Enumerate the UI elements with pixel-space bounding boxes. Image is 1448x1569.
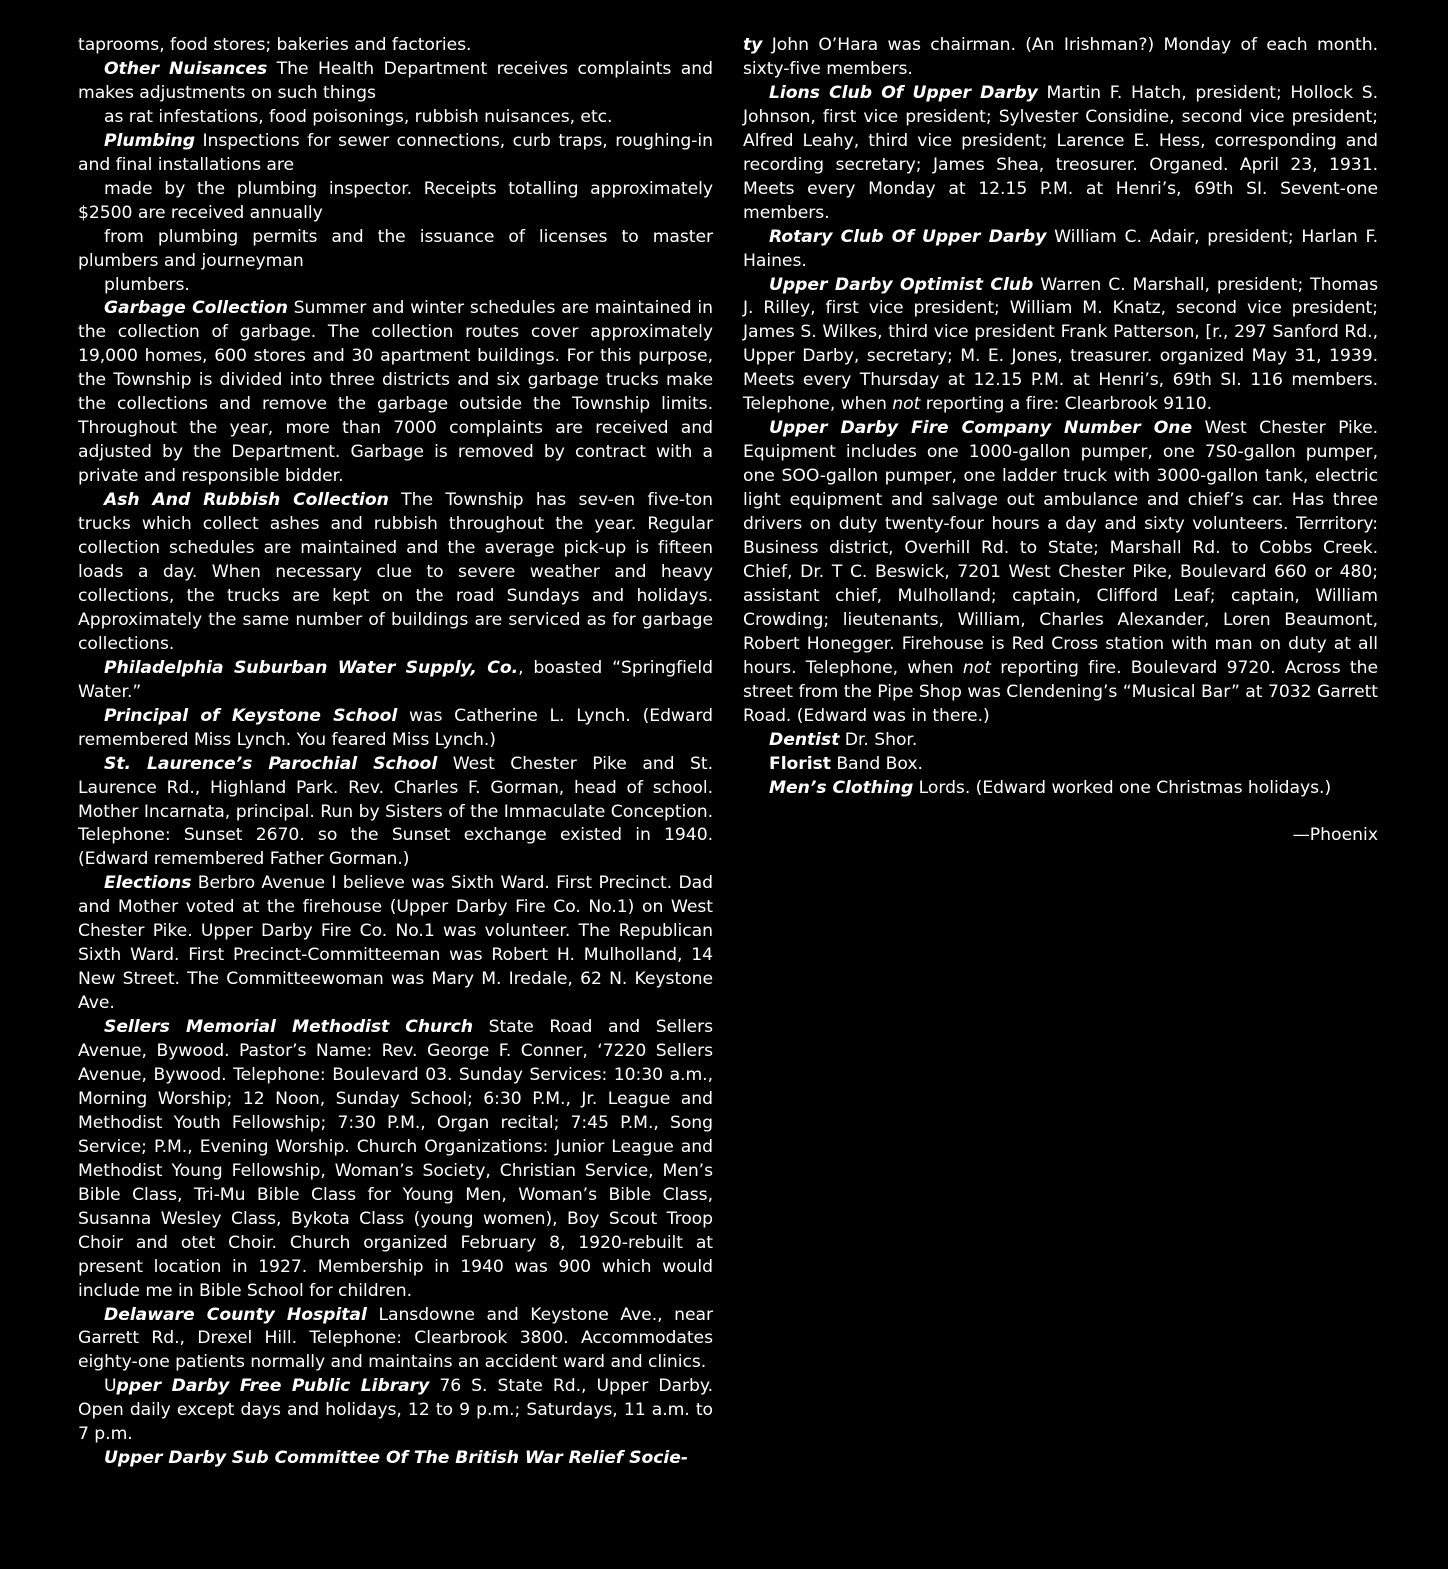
entry-term: Upper Darby Optimist Club [769,274,1034,295]
paragraph-mens-clothing [743,777,1378,801]
author-signature: —Phoenix [1292,825,1378,846]
paragraph-lions-club [743,82,1378,226]
paragraph-plumbing [78,130,713,178]
paragraph-free-public-library [78,1375,713,1447]
entry-term: Men’s Clothing [769,777,914,798]
entry-term: pper Darby Free Public Library [116,1376,430,1397]
body-text: West Chester Pike and St. Laurence Rd., Highland Park. Rev. Charles F. Gorman, head of school. Mother Incarnata, principal. Run by Sisters of the Immaculate Conception. Telephone: Sunset 2670. so the Sunset exchange existed in 1940. (Edward remembered Father Gorman.) [78,753,714,870]
paragraph-british-war-relief [78,1447,713,1471]
paragraph-garbage-collection [78,297,713,489]
body-text: West Chester Pike. Equipment includes one 1000-gallon pumper, one 7S0-gallon pumper, one SOO-gallon pumper, one ladder truck with 3000-gallon tank, electric light equipment and salvage out ambulance and chief’s car. Has three drivers on duty twenty-four hours a day and sixty volunteers. Terrritory: Business district, Overhill Rd. to State; Marshall Rd. to Cobbs Creek. Chief, Dr. T C. Beswick, 7201 West Chester Pike, Boulevard 660 or 480; assistant chief, Mulholland; captain, Clifford Leaf; captain, William Crowding; lieutenants, William, Charles Alexander, Loren Beaumont, Robert Honegger. Firehouse is Red Cross station with man on duty at all hours. Telephone, when [743,418,1379,678]
entry-term: Sellers Memorial Methodist Church [104,1017,473,1038]
paragraph-florist [743,753,1378,777]
body-text: plumbers. [104,274,190,295]
paragraph-st-laurences [78,753,713,873]
entry-term: Principal of Keystone School [104,705,398,726]
body-text: Martin F. Hatch, president; Hollock S. Johnson, first vice president; Sylvester Considine, second vice president; Alfred Leahy, third vice president; Larence E. Hess, corresponding and recording secretary; James Shea, treosurer. Organed. April 23, 1931. Meets every Monday at 12.15 P.M. at Henri’s, 69th SI. Sevent-one members. [743,82,1378,223]
entry-term: Plumbing [104,130,195,151]
paragraph-rotary-club [743,226,1378,274]
paragraph-other-nuisances [78,58,713,106]
body-text: Inspections for sewer connections, curb traps, roughing-in and final installations are [78,130,713,175]
body-text: as rat infestations, food poisonings, rubbish nuisances, etc. [104,106,613,127]
body-text: Lords. (Edward worked one Christmas holidays.) [913,777,1332,798]
entry-term: Ash And Rubbish Collection [104,490,389,511]
right-text-column [743,34,1378,848]
body-text: Berbro Avenue I believe was Sixth Ward. First Precinct. Dad and Mother voted at the firehouse (Upper Darby Fire Co. No.1) on West Chester Pike. Upper Darby Fire Co. No.1 was volunteer. The Republican Sixth Ward. First Precinct-Committeeman was Robert H. Mulholland, 14 New Street. The Committeewoman was Mary M. Iredale, 62 N. Keystone Ave. [78,873,713,1014]
left-text-column [78,34,713,1471]
entry-term: Upper Darby Sub Committee Of The British War Relief Socie- [104,1448,688,1469]
entry-term: Garbage Collection [104,298,288,319]
entry-term: ty [743,35,763,55]
entry-term: Florist [769,753,831,774]
entry-term: Dentist [769,729,840,750]
paragraph-keystone-principal [78,705,713,753]
emphasis-text: not [892,394,921,415]
paragraph-plumbing-receipts [78,178,713,226]
entry-term: Delaware County Hospital [104,1304,367,1325]
paragraph-british-war-relief-cont [743,34,1378,82]
body-text: , boasted “Springfield Water.” [78,657,713,702]
body-text: John O’Hara was chairman. (An Irishman?) Monday of each month. sixty-five members. [743,35,1378,79]
body-text: taprooms, food stores; bakeries and factories. [78,35,472,55]
paragraph-water-supply [78,657,713,705]
paragraph-dentist [743,729,1378,753]
body-text: The Health Department receives complaints and makes adjustments on such things [78,58,713,103]
emphasis-text: not [962,657,991,678]
body-text: 76 S. State Rd., Upper Darby. Open daily except days and holidays, 12 to 9 p.m.; Saturdays, 11 a.m. to 7 p.m. [78,1376,713,1445]
paragraph-taprooms [78,34,713,58]
paragraph-optimist-club [743,274,1378,418]
entry-term: Other Nuisances [104,58,268,79]
body-text: William C. Adair, president; Harlan F. Haines. [743,226,1378,271]
body-text: Dr. Shor. [839,729,918,750]
body-text: was Catherine L. Lynch. (Edward remembered Miss Lynch. You feared Miss Lynch.) [78,705,713,750]
entry-term: Upper Darby Fire Company Number One [769,418,1193,439]
body-text: Band Box. [830,753,923,774]
body-text: The Township has sev-en five-ton trucks which collect ashes and rubbish throughout the year. Regular collection schedules are maintained and the average pick-up is fifteen loads a day. When necessary clue to severe weather and heavy collections, the trucks are kept on the road Sundays and holidays. Approximately the same number of buildings are serviced as for garbage collections. [78,490,713,654]
paragraph-plumbers [78,274,713,298]
two-column-layout [78,34,1379,1471]
paragraph-rat-infestations [78,106,713,130]
body-text: Summer and winter schedules are maintained in the collection of garbage. The collection routes cover approximately 19,000 homes, 600 stores and 30 apartment buildings. For this purpose, the Township is divided into three districts and six garbage trucks make the collections and remove the garbage outside the Township limits. Throughout the year, more than 7000 complaints are received and adjusted by the Department. Garbage is removed by contract with a private and responsible bidder. [78,298,713,487]
body-text: State Road and Sellers Avenue, Bywood. Pastor’s Name: Rev. George F. Conner, ‘7220 Sellers Avenue, Bywood. Telephone: Boulevard 03. Sunday Services: 10:30 a.m., Morning Worship; 12 Noon, Sunday School; 6:30 P.M., Jr. League and Methodist Youth Fellowship; 7:30 P.M., Organ recital; 7:45 P.M., Song Service; P.M., Evening Worship. Church Organizations: Junior League and Methodist Young Fellowship, Woman’s Society, Christian Service, Men’s Bible Class, Tri-Mu Bible Class for Young Men, Woman’s Bible Class, Susanna Wesley Class, Bykota Class (young women), Boy Scout Troop Choir and otet Choir. Church organized February 8, 1920-rebuilt at present location in 1927. Membership in 1940 was 900 which would include me in Bible School for children. [78,1017,713,1301]
body-text: made by the plumbing inspector. Receipts totalling approximately $2500 are received annually [78,178,713,223]
entry-term: St. Laurence’s Parochial School [104,753,438,774]
paragraph-sellers-memorial [78,1016,713,1303]
entry-term: Lions Club Of Upper Darby [769,82,1038,103]
body-text: U [104,1376,117,1397]
paragraph-plumbing-permits [78,226,713,274]
paragraph-fire-company-one [743,417,1378,728]
entry-term: Philadelphia Suburban Water Supply, Co. [104,657,519,678]
body-text: Lansdowne and Keystone Ave., near Garrett Rd., Drexel Hill. Telephone: Clearbrook 3800. Accommodates eighty-one patients normally and maintains an accident ward and clinics. [78,1304,713,1373]
body-text: reporting a fire: Clearbrook 9110. [920,394,1213,415]
paragraph-elections [78,872,713,1016]
entry-term: Elections [104,873,192,894]
body-text: Warren C. Marshall, president; Thomas J. Rilley, first vice president; William M. Knatz, second vice president; James S. Wilkes, third vice president Frank Patterson, [r., 297 Sanford Rd., Upper Darby, secretary; M. E. Jones, treasurer. organized May 31, 1939. Meets every Thursday at 12.15 P.M. at Henri’s, 69th SI. 116 members. Telephone, when [743,274,1379,415]
body-text: from plumbing permits and the issuance of licenses to master plumbers and journeyman [78,226,713,271]
entry-term: Rotary Club Of Upper Darby [769,226,1047,247]
paragraph-ash-and-rubbish [78,489,713,657]
paragraph-delaware-county-hospital [78,1304,713,1376]
body-text: reporting fire. Boulevard 9720. Across the street from the Pipe Shop was Clendening’s “Musical Bar” at 7032 Garrett Road. (Edward was in there.) [743,657,1378,726]
